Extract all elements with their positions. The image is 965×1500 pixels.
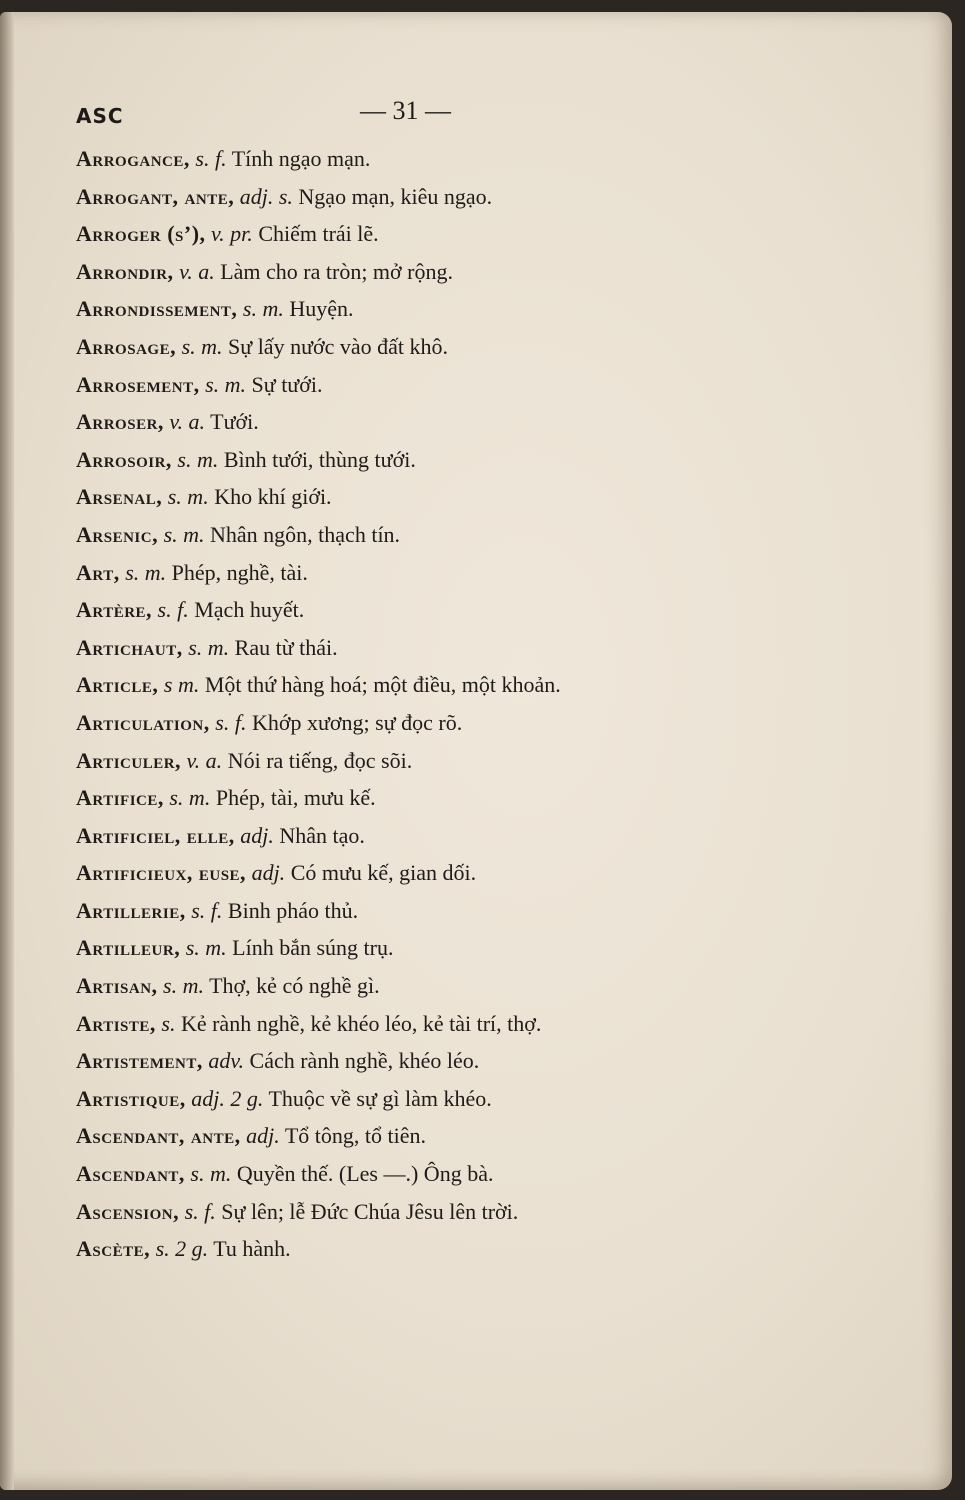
entry-definition: Thợ, kẻ có nghề gì.	[209, 973, 380, 999]
entry-headword: Artificiel, elle,	[76, 822, 235, 848]
entry-grammar: s. m.	[163, 521, 205, 547]
entry-headword: Articuler,	[76, 747, 182, 773]
book-spine-edge	[0, 12, 14, 1490]
entry-headword: Arrosage,	[76, 333, 177, 359]
entry-definition: Kho khí giới.	[214, 484, 332, 510]
entry-definition: Rau từ thái.	[234, 634, 338, 660]
dictionary-entry	[76, 366, 756, 404]
entry-headword: Artillerie,	[76, 897, 186, 923]
entry-headword: Artichaut,	[76, 634, 183, 660]
entry-headword: Ascète,	[76, 1236, 151, 1262]
entry-headword: Article,	[76, 672, 159, 698]
dictionary-entry	[76, 666, 756, 704]
entry-definition: Có mưu kế, gian dối.	[290, 860, 477, 886]
entry-grammar: s. m.	[125, 559, 167, 585]
dictionary-entry	[76, 140, 756, 178]
dictionary-entry	[76, 478, 756, 516]
page-number: — 31 —	[360, 96, 451, 125]
entry-headword: Ascendant, ante,	[76, 1123, 241, 1149]
entry-grammar: s. f.	[215, 709, 247, 735]
entry-grammar: v. pr.	[211, 221, 253, 247]
entry-grammar: s. m.	[163, 973, 204, 999]
entry-grammar: v. a.	[179, 258, 215, 284]
dictionary-entry	[76, 253, 756, 291]
entry-definition: Làm cho ra tròn; mở rộng.	[220, 258, 453, 284]
entry-definition: Khớp xương; sự đọc rõ.	[251, 709, 463, 735]
entry-definition: Một thứ hàng hoá; một điều, một khoản.	[204, 672, 561, 698]
entry-headword: Arrondissement,	[76, 296, 238, 322]
entry-definition: Mạch huyết.	[194, 597, 305, 623]
dictionary-entry	[76, 591, 756, 629]
entry-grammar: v. a.	[169, 409, 206, 435]
entry-headword: Arsenal,	[76, 484, 163, 510]
dictionary-entry	[76, 967, 756, 1005]
entry-grammar: s. m.	[167, 484, 209, 510]
entry-grammar: adj.	[251, 860, 286, 886]
entry-grammar: s. m.	[242, 296, 284, 322]
entry-definition: Quyền thế. (Les —.) Ông bà.	[236, 1161, 494, 1187]
dictionary-entry	[76, 779, 756, 817]
entry-headword: Articulation,	[76, 709, 210, 735]
entry-headword: Artiste,	[76, 1010, 156, 1036]
dictionary-entry	[76, 1005, 756, 1043]
entry-grammar: s.	[161, 1010, 176, 1036]
entry-definition: Sự lấy nước vào đất khô.	[228, 333, 449, 359]
dictionary-entry	[76, 516, 756, 554]
entry-definition: Nhân ngôn, thạch tín.	[210, 521, 401, 547]
entry-headword: Artificieux, euse,	[76, 860, 247, 886]
section-running-head: ASC	[76, 104, 124, 128]
dictionary-entry	[76, 629, 756, 667]
entry-grammar: adj. s.	[239, 183, 293, 209]
dictionary-entry	[76, 817, 756, 855]
dictionary-entry	[76, 1230, 756, 1268]
entry-headword: Arroser,	[76, 409, 164, 435]
dictionary-entry	[76, 1117, 756, 1155]
entry-grammar: adv.	[208, 1048, 245, 1074]
entry-definition: Binh pháo thủ.	[227, 897, 359, 923]
entry-definition: Phép, nghề, tài.	[171, 559, 308, 585]
entry-definition: Nói ra tiếng, đọc sõi.	[227, 747, 413, 773]
entry-definition: Tưới.	[210, 409, 259, 435]
entry-definition: Tu hành.	[213, 1236, 291, 1262]
entry-grammar: s. m.	[181, 333, 223, 359]
dictionary-entry	[76, 1042, 756, 1080]
dictionary-entry	[76, 1193, 756, 1231]
entry-definition: Ngạo mạn, kiêu ngạo.	[298, 183, 493, 209]
entry-grammar: s. m.	[169, 785, 211, 811]
entry-headword: Ascendant,	[76, 1161, 185, 1187]
entry-headword: Arroger (s’),	[76, 221, 206, 247]
entry-grammar: adj.	[240, 822, 274, 848]
dictionary-entry-list	[76, 140, 756, 1268]
dictionary-entry	[76, 929, 756, 967]
dictionary-entry	[76, 178, 756, 216]
entry-definition: Tổ tông, tổ tiên.	[284, 1123, 426, 1149]
entry-definition: Sự lên; lễ Đức Chúa Jêsu lên trời.	[221, 1198, 519, 1224]
entry-grammar: adj. 2 g.	[191, 1085, 264, 1111]
entry-grammar: s. m.	[205, 371, 247, 397]
entry-grammar: s. f.	[195, 146, 227, 171]
dictionary-entry	[76, 742, 756, 780]
entry-headword: Art,	[76, 559, 120, 585]
entry-definition: Cách rành nghề, khéo léo.	[249, 1048, 480, 1074]
entry-headword: Arrogant, ante,	[76, 183, 235, 209]
dictionary-entry	[76, 554, 756, 592]
entry-definition: Huyện.	[289, 296, 354, 322]
entry-definition: Nhân tạo.	[279, 822, 365, 848]
entry-definition: Phép, tài, mưu kế.	[215, 785, 376, 811]
dictionary-entry	[76, 328, 756, 366]
entry-headword: Arsenic,	[76, 521, 159, 547]
entry-headword: Artisan,	[76, 973, 158, 999]
entry-headword: Artère,	[76, 597, 153, 623]
dictionary-entry	[76, 892, 756, 930]
entry-headword: Artilleur,	[76, 935, 181, 961]
entry-grammar: s. f.	[157, 597, 189, 623]
dictionary-entry	[76, 854, 756, 892]
dictionary-entry	[76, 704, 756, 742]
entry-grammar: s. m.	[190, 1161, 232, 1187]
entry-grammar: s. m.	[177, 446, 219, 472]
dictionary-entry	[76, 441, 756, 479]
entry-grammar: v. a.	[186, 747, 223, 773]
dictionary-entry	[76, 290, 756, 328]
entry-headword: Arrosoir,	[76, 446, 172, 472]
entry-headword: Ascension,	[76, 1198, 180, 1224]
entry-grammar: s m.	[163, 672, 200, 698]
entry-headword: Arrosement,	[76, 371, 200, 397]
entry-definition: Sự tưới.	[251, 371, 323, 397]
entry-grammar: s. m.	[185, 935, 227, 961]
entry-definition: Kẻ rành nghề, kẻ khéo léo, kẻ tài trí, thợ.	[180, 1010, 542, 1036]
entry-headword: Artifice,	[76, 785, 164, 811]
dictionary-entry	[76, 215, 756, 253]
entry-definition: Lính bắn súng trụ.	[232, 935, 394, 961]
entry-definition: Bình tưới, thùng tưới.	[223, 446, 416, 472]
entry-headword: Arrogance,	[76, 146, 190, 171]
entry-headword: Artistement,	[76, 1048, 203, 1074]
dictionary-entry	[76, 403, 756, 441]
entry-grammar: s. 2 g.	[155, 1236, 209, 1262]
dictionary-entry	[76, 1080, 756, 1118]
entry-grammar: s. f.	[191, 897, 223, 923]
entry-grammar: adj.	[246, 1123, 280, 1149]
entry-definition: Thuộc về sự gì làm khéo.	[268, 1085, 492, 1111]
entry-definition: Chiếm trái lẽ.	[258, 221, 379, 247]
entry-grammar: s. m.	[188, 634, 230, 660]
entry-headword: Arrondir,	[76, 258, 174, 284]
entry-definition: Tính ngạo mạn.	[231, 146, 371, 171]
entry-grammar: s. f.	[184, 1198, 216, 1224]
dictionary-entry	[76, 1155, 756, 1193]
entry-headword: Artistique,	[76, 1085, 186, 1111]
